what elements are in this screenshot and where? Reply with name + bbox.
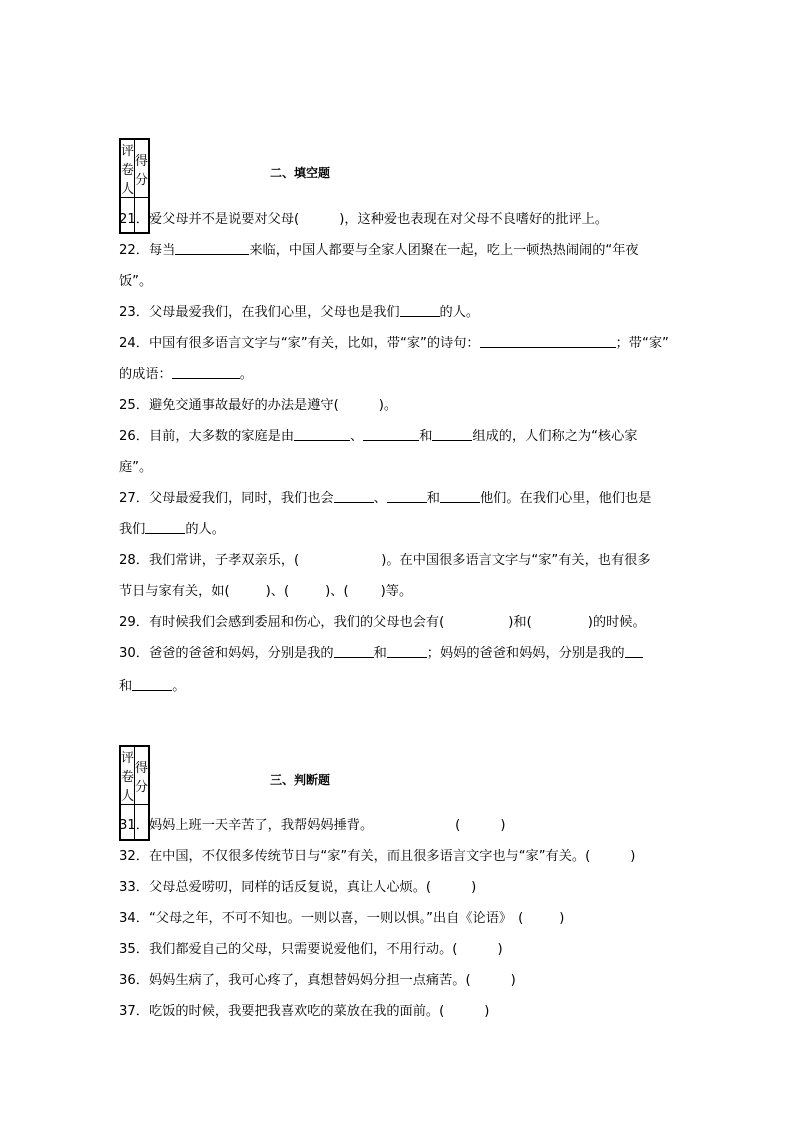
question-21: [119, 204, 679, 235]
answer-paren: (: [465, 973, 471, 988]
answer-blank[interactable]: [334, 490, 374, 503]
answer-blank[interactable]: [400, 304, 440, 317]
question-29: [119, 607, 679, 638]
q22-text: 饭”。: [119, 274, 153, 289]
question-27-cont: [119, 514, 679, 545]
answer-blank[interactable]: [172, 366, 240, 379]
question-text: 32．在中国，不仅很多传统节日与“家”有关，而且很多语言文字也与“家”有关。: [119, 849, 586, 864]
question-34: [119, 903, 679, 934]
answer-paren: (: [452, 942, 458, 957]
question-26-cont: [119, 452, 679, 483]
answer-blank[interactable]: [387, 490, 427, 503]
question-text: 31．妈妈上班一天辛苦了，我帮妈妈捶背。: [119, 818, 374, 833]
q28-text: )、(: [325, 584, 349, 599]
question-23: [119, 297, 679, 328]
q21-text: )，这种爱也表现在对父母不良嗜好的批评上。: [339, 212, 609, 227]
q22-text: 22．每当: [119, 243, 176, 258]
answer-paren: ): [484, 1004, 490, 1019]
answer-blank[interactable]: [387, 645, 427, 658]
q28-text: 28．我们常讲，子孝双亲乐，(: [119, 553, 300, 568]
section-title: 二、填空题: [270, 166, 331, 180]
answer-paren: ): [630, 849, 636, 864]
q29-text: )的时候。: [587, 615, 646, 630]
question-text: 33．父母总爱唠叨，同样的话反复说，真让人心烦。: [119, 880, 426, 895]
answer-paren: ): [500, 818, 506, 833]
q23-text: 的人。: [439, 305, 480, 320]
section-title: 三、判断题: [270, 773, 331, 787]
score-label: 得分: [135, 746, 150, 805]
answer-blank[interactable]: [334, 645, 374, 658]
question-28: [119, 545, 679, 576]
q30-text: 和: [119, 679, 133, 694]
q26-text: 和: [419, 429, 433, 444]
q27-text: 他们。在我们心里，他们也是: [479, 491, 652, 506]
question-31: [119, 810, 679, 841]
question-32: [119, 841, 679, 872]
q30-text: 30．爸爸的爸爸和妈妈，分别是我的: [119, 646, 334, 661]
answer-blank[interactable]: [440, 490, 480, 503]
answer-paren: (: [585, 849, 591, 864]
q21-text: 21．爱父母并不是说要对父母(: [119, 212, 300, 227]
question-35: [119, 934, 679, 965]
q24-text: 24．中国有很多语言文字与“家”有关，比如，带“家”的诗句：: [119, 336, 480, 351]
answer-paren: ): [559, 911, 565, 926]
q26-text: 26．目前，大多数的家庭是由: [119, 429, 295, 444]
answer-paren: (: [455, 818, 461, 833]
answer-blank[interactable]: [432, 428, 472, 441]
q25-text: )。: [378, 398, 398, 413]
question-24-cont: [119, 359, 679, 390]
question-text: 34．“父母之年，不可不知也。一则以喜，一则以惧。”出自《论语》: [119, 911, 513, 926]
question-26: [119, 421, 679, 452]
question-36: [119, 965, 679, 996]
q27-text: 和: [426, 491, 440, 506]
question-30: [119, 638, 679, 669]
q27-text: 的人。: [185, 522, 225, 537]
answer-blank[interactable]: [625, 645, 643, 658]
answer-blank[interactable]: [480, 335, 616, 348]
q24-text: ；带“家”: [615, 336, 669, 351]
question-24: [119, 328, 679, 359]
q28-text: )、(: [265, 584, 290, 599]
question-28-cont: [119, 576, 679, 607]
question-37: [119, 996, 679, 1027]
score-label: 得分: [135, 139, 150, 198]
q30-text: 。: [172, 679, 186, 694]
q27-text: 27．父母最爱我们，同时，我们也会: [119, 491, 334, 506]
answer-blank[interactable]: [145, 521, 185, 534]
answer-paren: (: [518, 911, 524, 926]
answer-blank[interactable]: [175, 242, 249, 255]
q24-text: 。: [239, 367, 253, 382]
q27-text: 、: [373, 491, 387, 506]
question-22-cont: [119, 266, 679, 297]
answer-blank[interactable]: [132, 678, 172, 691]
q26-text: 、: [350, 429, 364, 444]
q28-text: )。在中国很多语言文字与“家”有关，也有很多: [381, 553, 651, 568]
answer-paren: ): [510, 973, 516, 988]
reviewer-label: 评卷人: [120, 746, 135, 805]
reviewer-label: 评卷人: [120, 139, 135, 198]
q28-text: )等。: [380, 584, 413, 599]
q30-text: ；妈妈的爸爸和妈妈，分别是我的: [426, 646, 625, 661]
answer-paren: (: [439, 1004, 445, 1019]
q26-text: 庭”。: [119, 460, 153, 475]
question-22: [119, 235, 679, 266]
q27-text: 我们: [119, 522, 146, 537]
question-text: 35．我们都爱自己的父母，只需要说爱他们，不用行动。: [119, 942, 453, 957]
q22-text: 来临，中国人都要与全家人团聚在一起，吃上一顿热热闹闹的“年夜: [249, 243, 639, 258]
question-30-cont: [119, 671, 679, 702]
answer-paren: ): [471, 880, 477, 895]
question-text: 36．妈妈生病了，我可心疼了，真想替妈妈分担一点痛苦。: [119, 973, 466, 988]
q29-text: )和(: [508, 615, 532, 630]
answer-paren: (: [425, 880, 432, 895]
q26-text: 组成的，人们称之为“核心家: [472, 429, 638, 444]
question-27: [119, 483, 679, 514]
question-text: 37．吃饭的时候，我要把我喜欢吃的菜放在我的面前。: [119, 1004, 440, 1019]
answer-blank[interactable]: [294, 428, 350, 441]
question-33: [119, 872, 679, 903]
q25-text: 25．避免交通事故最好的办法是遵守(: [119, 398, 339, 413]
q24-text: 的成语：: [119, 367, 172, 382]
q29-text: 29．有时候我们会感到委屈和伤心，我们的父母也会有(: [119, 615, 445, 630]
answer-blank[interactable]: [363, 428, 419, 441]
q30-text: 和: [373, 646, 387, 661]
question-25: [119, 390, 679, 421]
q28-text: 节日与家有关，如(: [119, 584, 230, 599]
answer-paren: ): [497, 942, 503, 957]
q23-text: 23．父母最爱我们，在我们心里，父母也是我们: [119, 305, 400, 320]
